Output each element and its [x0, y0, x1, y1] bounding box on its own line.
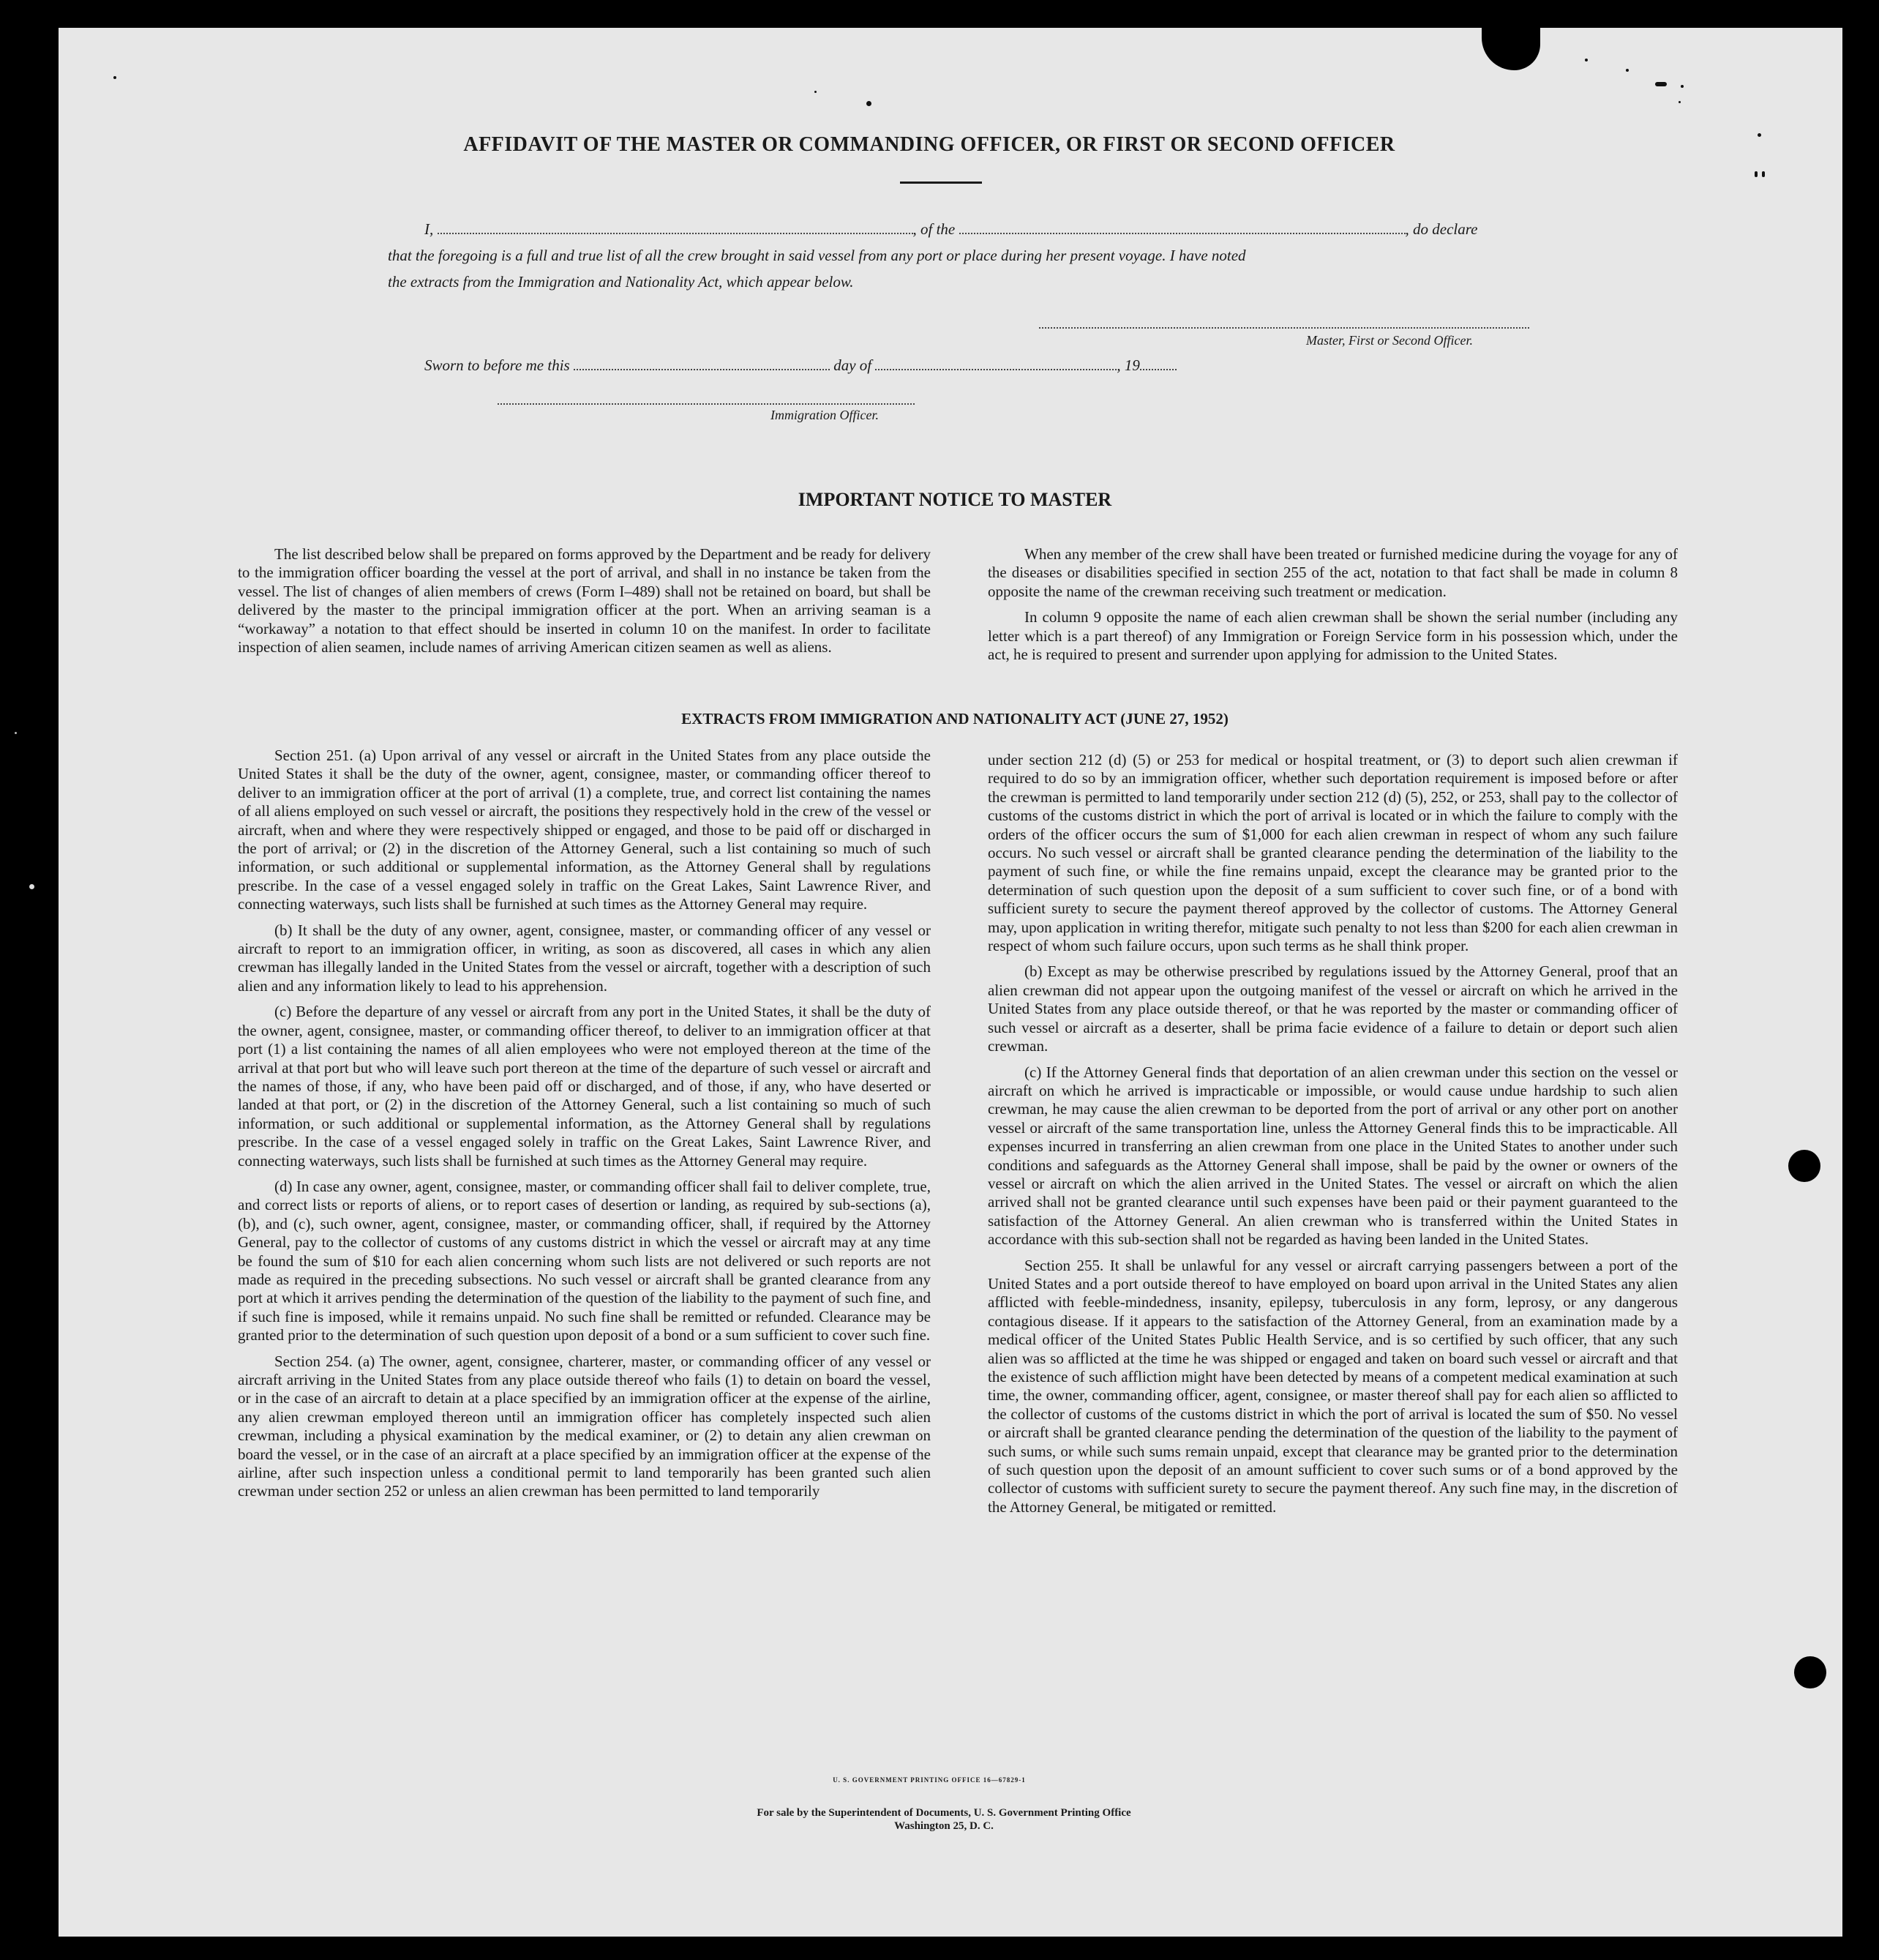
section-254-c: (c) If the Attorney General finds that deportation of an alien crewman under this section on the vessel or aircraft on which he arrived is impracticable or impossible, or would cause undue hardship to such alien crewman, he may cause the alien crewman to be deported from the port of arrival or any other port on another vessel or aircraft of the same transportation line, unless the Attorney General finds this to be impracticable. All expenses incurred in transferring an alien crewman from one place in the United States to another under such conditions and safeguards as the Attorney General shall impose, shall be paid by the owner or owners of the vessel or aircraft on which the alien arrived in the United States. The vessel or aircraft on which the alien arrived shall not be granted clearance until such expenses have been paid or their payment guaranteed to the satisfaction of the Attorney General. An alien crewman who is transferred within the United States in accordance with this sub-section shall not be regarded as having been landed in the United States.	[988, 1063, 1678, 1249]
declaration	[388, 216, 1529, 295]
extracts-left-column	[238, 747, 931, 1508]
master-signature-line[interactable]	[1039, 327, 1529, 329]
do-declare-label: , do declare	[1405, 220, 1478, 238]
declaration-line-2: that the foregoing is a full and true list of all the crew brought in said vessel from any port or place during her present voyage. I have noted	[388, 247, 1246, 264]
section-251-b: (b) It shall be the duty of any owner, agent, consignee, master, or commanding officer of any vessel or aircraft to report to an immigration officer, in writing, as soon as discovered, all cases in which any alien crewman has illegally landed in the United States from the vessel or aircraft, together with a description of such alien and any information likely to lead to his apprehension.	[238, 921, 931, 995]
punch-hole-bottom	[1794, 1656, 1826, 1688]
immigration-officer-label: Immigration Officer.	[770, 408, 879, 422]
sworn-year-field[interactable]	[1140, 354, 1177, 370]
title-rule	[900, 182, 982, 184]
day-of-label: day of	[833, 356, 872, 374]
year-label: , 19	[1117, 356, 1140, 374]
sale-line-1: For sale by the Superintendent of Documents, U. S. Government Printing Office	[757, 1807, 1131, 1819]
vessel-field[interactable]	[959, 218, 1406, 234]
section-254-b: (b) Except as may be otherwise prescribed by regulations issued by the Attorney General, proof that an alien crewman did not appear upon the outgoing manifest of the vessel or aircraft on which he arrived in the United States from any place outside thereof, or that he was reported by the master or commanding officer of such vessel or aircraft as a deserter, shall be prima facie evidence of a failure to detain or deport such alien crewman.	[988, 962, 1678, 1055]
notice-heading: IMPORTANT NOTICE TO MASTER	[798, 489, 1112, 510]
affidavit-title: AFFIDAVIT OF THE MASTER OR COMMANDING OFFICER, OR FIRST OR SECOND OFFICER	[463, 133, 1395, 156]
name-field[interactable]	[438, 218, 913, 234]
of-the-label: , of the	[912, 220, 956, 238]
sworn-prefix: Sworn to before me this	[424, 356, 570, 374]
notice-right-column	[988, 545, 1678, 671]
section-251-a: Section 251. (a) Upon arrival of any vessel or aircraft in the United States from any place outside the United States it shall be the duty of the owner, agent, consignee, master, or commanding officer thereof to deliver to an immigration officer at the port of arrival (1) a complete, true, and correct list containing the names of all aliens employed on such vessel or aircraft, the positions they respectively hold in the crew of the vessel or aircraft, when and where they were respectively shipped or engaged, and those to be paid off or discharged in the port of arrival; or (2) in the discretion of the Attorney General, such a list containing so much of such information, or such additional or supplemental information, as the Attorney General shall by regulations prescribe. In the case of a vessel engaged solely in traffic on the Great Lakes, Saint Lawrence River, and connecting waterways, such lists shall be furnished at such times as the Attorney General may require.	[238, 747, 931, 913]
immigration-officer-line[interactable]	[498, 403, 915, 405]
declaration-line-1	[388, 216, 1529, 242]
section-251-c: (c) Before the departure of any vessel or aircraft from any port in the United States, it shall be the duty of the owner, agent, consignee, master, or commanding officer thereof, to deliver to an immigration officer at that port (1) a list containing the names of all alien employees who were not employed thereon at the time of the arrival at that port but who will leave such port thereon at the time of the departure of such vessel or aircraft and the names of those, if any, who have been paid off or discharged, and of those, if any, who have deserted or landed at that port, or (2) in the discretion of the Attorney General, such a list containing so much of such information, or such additional or supplemental information, as the Attorney General shall by regulations prescribe. In the case of a vessel engaged solely in traffic on the Great Lakes, Saint Lawrence River, and connecting waterways, such lists shall be furnished at such times as the Attorney General may require.	[238, 1003, 931, 1170]
extracts-right-column	[988, 751, 1678, 1524]
sworn-line	[424, 354, 1177, 375]
notice-left-paragraph: The list described below shall be prepared on forms approved by the Department and be ready for delivery to the immigration officer boarding the vessel at the port of arrival, and shall in no instance be taken from the vessel. The list of changes of alien members of crews (Form I–489) shall not be retained on board, but shall be delivered by the master to the principal immigration officer at the port. When an arriving seaman is a “workaway” a notation to that effect should be inserted in column 10 on the manifest. In order to facilitate inspection of alien seamen, include names of arriving American citizen seamen as well as aliens.	[238, 545, 931, 657]
master-signature-label: Master, First or Second Officer.	[1306, 333, 1473, 348]
section-254-a-continued: under section 212 (d) (5) or 253 for medical or hospital treatment, or (3) to deport such alien crewman if required to do so by an immigration officer, whether such deportation requirement is imposed before or after the crewman is permitted to land temporarily under section 212 (d) (5), 252, or 253, shall pay to the collector of customs of the customs district in which the port of arrival is located or in which the failure to comply with the orders of the officer occurs the sum of $1,000 for each alien crewman in respect of whom any such failure occurs. No such vessel or aircraft shall be granted clearance pending the determination of the liability to the payment of such fine, or while the fine remains unpaid, except the clearance may be granted prior to the determination of such question upon the deposit of a sum sufficient to cover such fine, or of a bond with sufficient surety to secure the payment thereof approved by the collector of customs. The Attorney General may, upon application in writing therefor, mitigate such penalty to not less than $200 for each alien crewman in respect of whom such failure occurs, upon such terms as he shall think proper.	[988, 751, 1678, 955]
section-255: Section 255. It shall be unlawful for any vessel or aircraft carrying passengers between a port of the United States and a port outside thereof to have employed on board upon arrival in the United States any alien afflicted with feeble-mindedness, insanity, epilepsy, tuberculosis in any form, leprosy, or any dangerous contagious disease. If it appears to the satisfaction of the Attorney General, from an examination made by a medical officer of the United States Public Health Service, and is so certified by such officer, that any such alien was so afflicted at the time he was shipped or engaged and taken on board such vessel or aircraft and that the existence of such affliction might have been detected by means of a competent medical examination at such time, the owner, commanding officer, agent, consignee, or master thereof shall pay for each alien so afflicted to the collector of customs of the customs district in which the port of arrival is located the sum of $50. No vessel or aircraft shall be granted clearance pending the determination of the question of the liability to the payment of such sums, or while such sums remain unpaid, except that clearance may be granted prior to the determination of such question upon the deposit of an amount sufficient to cover such sums or of a bond approved by the collector of customs with sufficient surety to secure the payment thereof. Any such fine may, in the discretion of the Attorney General, be mitigated or remitted.	[988, 1256, 1678, 1516]
declaration-line-3: the extracts from the Immigration and Nationality Act, which appear below.	[388, 273, 854, 291]
section-251-d: (d) In case any owner, agent, consignee, master, or commanding officer shall fail to deliver complete, true, and correct lists or reports of aliens, or to report cases of desertion or landing, as required by sub-sections (a), (b), and (c), such owner, agent, consignee, master, or commanding officer, shall, if required by the Attorney General, pay to the collector of customs of any customs district in which the vessel or aircraft may at any time be found the sum of $10 for each alien concerning whom such lists are not delivered or such reports are not made as required in the preceding subsections. No such vessel or aircraft shall be granted clearance from any port at which it arrives pending the determination of the question of the liability to the payment of such fine, and if such fine is imposed, while it remains unpaid. No such fine shall be remitted or refunded. Clearance may be granted prior to the determination of such question upon deposit of a bond or a sum sufficient to cover such fine.	[238, 1177, 931, 1344]
declaration-prefix: I,	[424, 220, 434, 238]
extracts-heading: EXTRACTS FROM IMMIGRATION AND NATIONALITY ACT (JUNE 27, 1952)	[681, 710, 1229, 727]
notice-left-column	[238, 545, 931, 664]
sworn-day-field[interactable]	[574, 354, 830, 370]
notice-right-paragraph-2: In column 9 opposite the name of each alien crewman shall be shown the serial number (including any letter which is a part thereof) of any Immigration or Foreign Service form in his possession which, under the act, he is required to present and surrender upon applying for admission to the United States.	[988, 608, 1678, 664]
printing-office-imprint: U. S. GOVERNMENT PRINTING OFFICE 16—67829-1	[833, 1776, 1026, 1784]
sale-line-2: Washington 25, D. C.	[894, 1820, 994, 1832]
sworn-month-field[interactable]	[875, 354, 1117, 370]
notice-right-paragraph-1: When any member of the crew shall have been treated or furnished medicine during the voyage for any of the diseases or disabilities specified in section 255 of the act, notation to that fact shall be made in column 8 opposite the name of the crewman receiving such treatment or medication.	[988, 545, 1678, 600]
punch-hole-top	[1788, 1150, 1820, 1182]
sale-notice	[607, 1806, 1280, 1833]
section-254-a: Section 254. (a) The owner, agent, consignee, charterer, master, or commanding officer of any vessel or aircraft arriving in the United States from any place outside thereof who fails (1) to detain on board the vessel, or in the case of an aircraft to detain at a place specified by an immigration officer at the expense of the airline, any alien crewman employed thereon until an immigration officer has completely inspected such alien crewman, including a physical examination by the medical examiner, or (2) to detain any alien crewman on board the vessel, or in the case of an aircraft at a place specified by an immigration officer at the expense of the airline, after such inspection unless a conditional permit to land temporarily has been granted such alien crewman under section 252 or unless an alien crewman has been permitted to land temporarily	[238, 1352, 931, 1500]
